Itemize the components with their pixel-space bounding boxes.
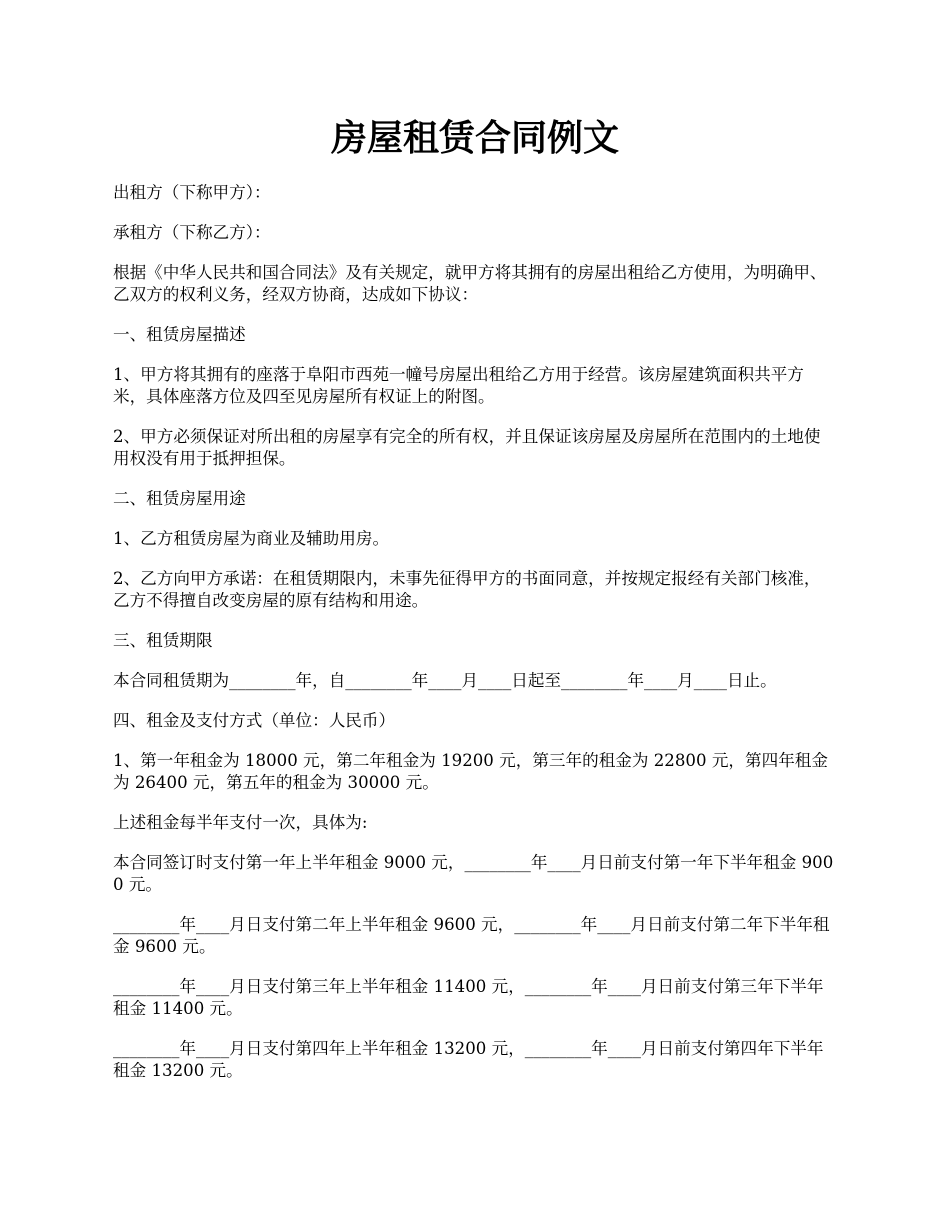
section-heading-4: 四、租金及支付方式（单位：人民币） bbox=[113, 711, 396, 730]
payment-year-1: 本合同签订时支付第一年上半年租金 9000 元，________年____月日前支付第一年下半年租金 9000 元。 bbox=[113, 853, 834, 894]
section-heading-3: 三、租赁期限 bbox=[113, 631, 213, 650]
clause-2-2: 2、乙方向甲方承诺：在租赁期限内，未事先征得甲方的书面同意，并按规定报经有关部门核准，乙方不得擅自改变房屋的原有结构和用途。 bbox=[113, 569, 821, 610]
lessee-line: 承租方（下称乙方）： bbox=[113, 223, 271, 242]
document-title: 房屋租赁合同例文 bbox=[330, 117, 619, 159]
section-heading-2: 二、租赁房屋用途 bbox=[113, 489, 246, 508]
clause-1-2: 2、甲方必须保证对所出租的房屋享有完全的所有权，并且保证该房屋及房屋所在范围内的土地使用权没有用于抵押担保。 bbox=[113, 427, 821, 468]
section-heading-1: 一、租赁房屋描述 bbox=[113, 325, 246, 344]
payment-schedule-intro: 上述租金每半年支付一次，具体为: bbox=[113, 813, 368, 832]
clause-1-1: 1、甲方将其拥有的座落于阜阳市西苑一幢号房屋出租给乙方用于经营。该房屋建筑面积共平方米，具体座落方位及四至见房屋所有权证上的附图。 bbox=[113, 365, 804, 406]
clause-2-1: 1、乙方租赁房屋为商业及辅助用房。 bbox=[113, 529, 390, 548]
lessor-line: 出租方（下称甲方）： bbox=[113, 183, 271, 202]
payment-year-2: ________年____月日支付第二年上半年租金 9600 元，________年____月日前支付第二年下半年租金 9600 元。 bbox=[113, 915, 830, 956]
payment-year-3: ________年____月日支付第三年上半年租金 11400 元，________年____月日前支付第三年下半年租金 11400 元。 bbox=[113, 977, 824, 1018]
preamble-paragraph: 根据《中华人民共和国合同法》及有关规定，就甲方将其拥有的房屋出租给乙方使用，为明确甲、乙双方的权利义务，经双方协商，达成如下协议： bbox=[113, 263, 827, 304]
lease-term-clause: 本合同租赁期为________年，自________年____月____日起至________年____月____日止。 bbox=[113, 671, 777, 690]
clause-4-1: 1、第一年租金为 18000 元，第二年租金为 19200 元，第三年的租金为 22800 元，第四年租金为 26400 元，第五年的租金为 30000 元。 bbox=[113, 751, 828, 792]
payment-year-4: ________年____月日支付第四年上半年租金 13200 元，________年____月日前支付第四年下半年租金 13200 元。 bbox=[113, 1039, 824, 1080]
